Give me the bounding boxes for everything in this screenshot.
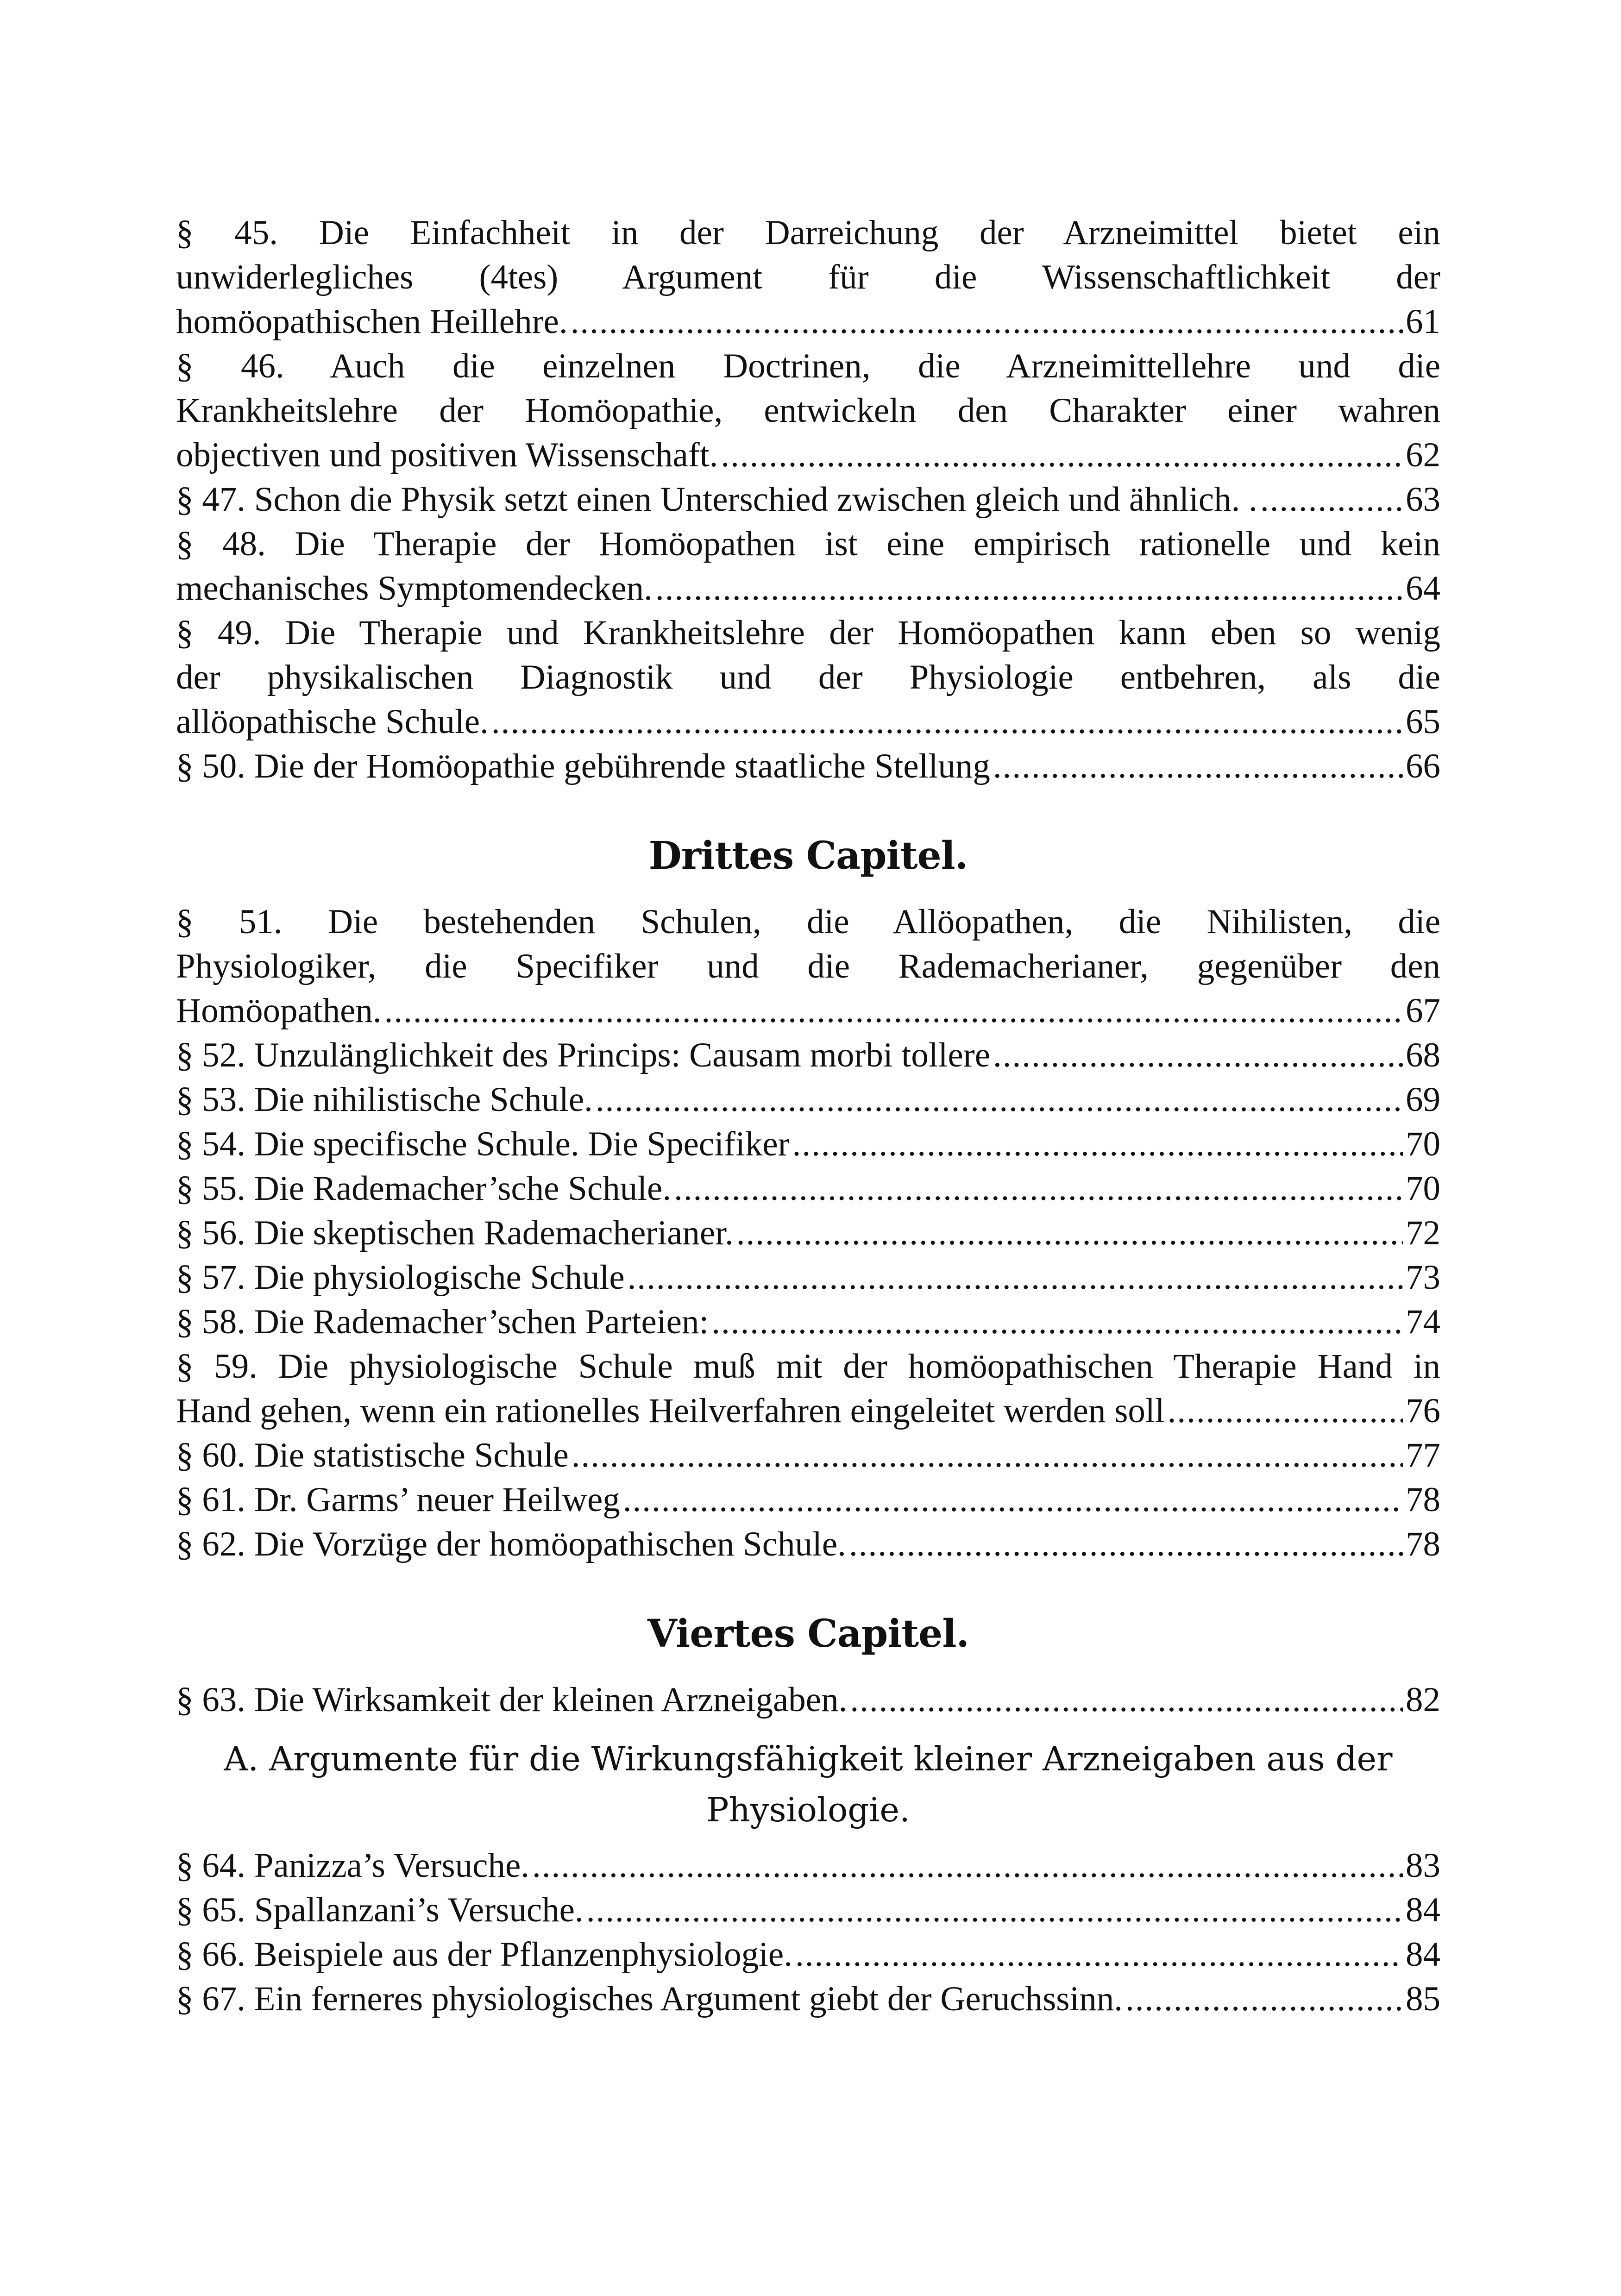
chapter-four-heading: Viertes Capitel. (647, 1612, 969, 1656)
toc-entry-last-line (176, 1478, 1440, 1522)
toc-leader-dots (993, 1033, 1403, 1078)
toc-entry-last-line (176, 1678, 1440, 1722)
toc-page-number: 78 (1406, 1525, 1440, 1563)
toc-leader-dots (993, 744, 1403, 789)
toc-page-number: 61 (1406, 302, 1440, 341)
toc-entry (176, 1078, 1440, 1122)
toc-entry-last-line (176, 1300, 1440, 1344)
toc-entry-last-line (176, 1167, 1440, 1211)
toc-page-number: 83 (1406, 1846, 1440, 1885)
toc-leader-dots (795, 1932, 1403, 1977)
toc-page-number: 77 (1406, 1436, 1440, 1474)
toc-entry-last-line (176, 1211, 1440, 1255)
toc-page-number: 62 (1406, 436, 1440, 474)
section-subheading: A. Argumente für die Wirkungsfähigkeit kleiner Arzneigaben aus der Physiologie. (224, 1739, 1393, 1829)
toc-entry-title: § 47. Schon die Physik setzt einen Unterschied zwischen gleich und ähnlich. . (176, 480, 1257, 519)
toc-leader-dots (532, 1844, 1403, 1888)
toc-leader-dots (655, 566, 1403, 611)
toc-entry-last-line (176, 1888, 1440, 1932)
toc-entry-last-line (176, 1078, 1440, 1122)
toc-entry (176, 744, 1440, 789)
toc-leader-dots (572, 1433, 1403, 1478)
toc-entry (176, 1678, 1440, 1722)
toc-entry-last-line (176, 1389, 1440, 1433)
toc-entry-last-line (176, 989, 1440, 1033)
toc-page-number: 74 (1406, 1303, 1440, 1341)
chapter-three-heading: Drittes Capitel. (648, 834, 968, 878)
toc-page-number: 63 (1406, 480, 1440, 519)
toc-entry-last-line (176, 700, 1440, 744)
toc-leader-dots (1125, 1977, 1403, 2021)
toc-leader-dots (623, 1478, 1403, 1522)
toc-entry-line: der physikalischen Diagnostik und der Physiologie entbehren, als die (176, 658, 1440, 696)
toc-leader-dots (792, 1122, 1403, 1167)
toc-entry (176, 1888, 1440, 1932)
toc-page-number: 73 (1406, 1258, 1440, 1297)
toc-entry-title: Hand gehen, wenn ein rationelles Heilverfahren eingeleitet werden soll (176, 1392, 1165, 1430)
toc-entry-last-line (176, 433, 1440, 477)
toc-entry (176, 1977, 1440, 2021)
toc-entry-last-line (176, 1977, 1440, 2021)
toc-entry (176, 1211, 1440, 1255)
toc-entry-title: allöopathische Schule. (176, 703, 489, 741)
toc-page-number: 67 (1406, 991, 1440, 1030)
toc-page-number: 66 (1406, 747, 1440, 785)
toc-entry-title: § 66. Beispiele aus der Pflanzenphysiologie. (176, 1935, 792, 1974)
toc-entry-title: § 61. Dr. Garms’ neuer Heilweg (176, 1480, 620, 1519)
toc-entry-title: § 54. Die specifische Schule. Die Specifiker (176, 1125, 790, 1163)
toc-entry-title: homöopathischen Heillehre. (176, 302, 568, 341)
toc-entry-last-line (176, 1433, 1440, 1478)
toc-entry-last-line (176, 1122, 1440, 1167)
toc-entry-line: § 48. Die Therapie der Homöopathen ist eine empirisch rationelle und kein (176, 525, 1440, 563)
toc-page (176, 211, 1440, 2021)
toc-entry (176, 1122, 1440, 1167)
toc-page-number: 72 (1406, 1214, 1440, 1252)
toc-entry (176, 611, 1440, 744)
toc-entry (176, 344, 1440, 477)
toc-page-number: 69 (1406, 1080, 1440, 1119)
toc-entry-title: objectiven und positiven Wissenschaft. (176, 436, 718, 474)
toc-entry-last-line (176, 1255, 1440, 1300)
toc-entry (176, 1478, 1440, 1522)
toc-page-number: 64 (1406, 569, 1440, 608)
toc-entry-title: § 62. Die Vorzüge der homöopathischen Schule. (176, 1525, 846, 1563)
toc-leader-dots (491, 700, 1403, 744)
toc-leader-dots (850, 1678, 1403, 1722)
toc-leader-dots (711, 1300, 1403, 1344)
toc-chapter-four-a (176, 1678, 1440, 1722)
toc-entry (176, 1167, 1440, 1211)
toc-page-number: 85 (1406, 1980, 1440, 2018)
toc-page-number: 70 (1406, 1169, 1440, 1208)
toc-entry (176, 522, 1440, 611)
toc-entry (176, 1932, 1440, 1977)
toc-leader-dots (586, 1888, 1403, 1932)
toc-page-number: 76 (1406, 1392, 1440, 1430)
toc-entry-last-line (176, 566, 1440, 611)
toc-entry-line: § 59. Die physiologische Schule muß mit der homöopathischen Therapie Hand in (176, 1347, 1440, 1386)
toc-leader-dots (1260, 477, 1403, 522)
toc-page-number: 68 (1406, 1036, 1440, 1074)
toc-entry (176, 900, 1440, 1033)
toc-entry-last-line (176, 1033, 1440, 1078)
toc-entry-title: § 60. Die statistische Schule (176, 1436, 569, 1474)
toc-entry-line: § 46. Auch die einzelnen Doctrinen, die Arzneimittellehre und die (176, 347, 1440, 385)
toc-entry (176, 1300, 1440, 1344)
toc-entry-title: § 67. Ein ferneres physiologisches Argument giebt der Geruchssinn. (176, 1980, 1123, 2018)
toc-leader-dots (596, 1078, 1403, 1122)
toc-entry-line: § 45. Die Einfachheit in der Darreichung der Arzneimittel bietet ein (176, 213, 1440, 252)
toc-page-number: 84 (1406, 1891, 1440, 1929)
toc-entry-last-line (176, 1844, 1440, 1888)
toc-entry-last-line (176, 1932, 1440, 1977)
toc-entry-line: § 49. Die Therapie und Krankheitslehre der Homöopathen kann eben so wenig (176, 614, 1440, 652)
toc-entry-title: mechanisches Symptomendecken. (176, 569, 653, 608)
toc-entry-title: § 65. Spallanzani’s Versuche. (176, 1891, 584, 1929)
toc-entry-title: § 52. Unzulänglichkeit des Princips: Causam morbi tollere (176, 1036, 990, 1074)
toc-chapter-three (176, 900, 1440, 1567)
toc-leader-dots (721, 433, 1403, 477)
toc-leader-dots (571, 300, 1403, 344)
toc-page-number: 84 (1406, 1935, 1440, 1974)
toc-entry (176, 477, 1440, 522)
toc-entry-line: Krankheitslehre der Homöopathie, entwickeln den Charakter einer wahren (176, 391, 1440, 430)
toc-page-number: 70 (1406, 1125, 1440, 1163)
toc-entry-title: § 58. Die Rademacher’schen Parteien: (176, 1303, 709, 1341)
toc-leader-dots (674, 1167, 1403, 1211)
toc-entry (176, 1433, 1440, 1478)
toc-entry-title: § 57. Die physiologische Schule (176, 1258, 625, 1297)
toc-chapter-four-b (176, 1844, 1440, 2021)
toc-entry-title: § 53. Die nihilistische Schule. (176, 1080, 593, 1119)
toc-page-number: 78 (1406, 1480, 1440, 1519)
toc-entry-last-line (176, 744, 1440, 789)
toc-entry (176, 1344, 1440, 1433)
toc-section-one (176, 211, 1440, 789)
toc-leader-dots (849, 1522, 1403, 1567)
toc-entry-line: § 51. Die bestehenden Schulen, die Allöopathen, die Nihilisten, die (176, 903, 1440, 941)
toc-entry-title: § 50. Die der Homöopathie gebührende staatliche Stellung (176, 747, 990, 785)
toc-entry-title: Homöopathen. (176, 991, 382, 1030)
toc-entry-title: § 55. Die Rademacher’sche Schule. (176, 1169, 672, 1208)
toc-entry-title: § 56. Die skeptischen Rademacherianer. (176, 1214, 734, 1252)
toc-entry (176, 1255, 1440, 1300)
toc-entry (176, 1844, 1440, 1888)
toc-entry-title: § 63. Die Wirksamkeit der kleinen Arzneigaben. (176, 1681, 848, 1719)
toc-page-number: 65 (1406, 703, 1440, 741)
toc-entry-title: § 64. Panizza’s Versuche. (176, 1846, 530, 1885)
toc-entry (176, 1522, 1440, 1567)
toc-entry-last-line (176, 477, 1440, 522)
toc-leader-dots (736, 1211, 1403, 1255)
toc-entry (176, 1033, 1440, 1078)
toc-entry-line: unwiderlegliches (4tes) Argument für die Wissenschaftlichkeit der (176, 258, 1440, 296)
toc-leader-dots (628, 1255, 1403, 1300)
toc-entry (176, 211, 1440, 344)
toc-page-number: 82 (1406, 1681, 1440, 1719)
toc-entry-last-line (176, 1522, 1440, 1567)
toc-leader-dots (1168, 1389, 1403, 1433)
toc-leader-dots (384, 989, 1403, 1033)
toc-entry-line: Physiologiker, die Specifiker und die Rademacherianer, gegenüber den (176, 947, 1440, 985)
toc-entry-last-line (176, 300, 1440, 344)
